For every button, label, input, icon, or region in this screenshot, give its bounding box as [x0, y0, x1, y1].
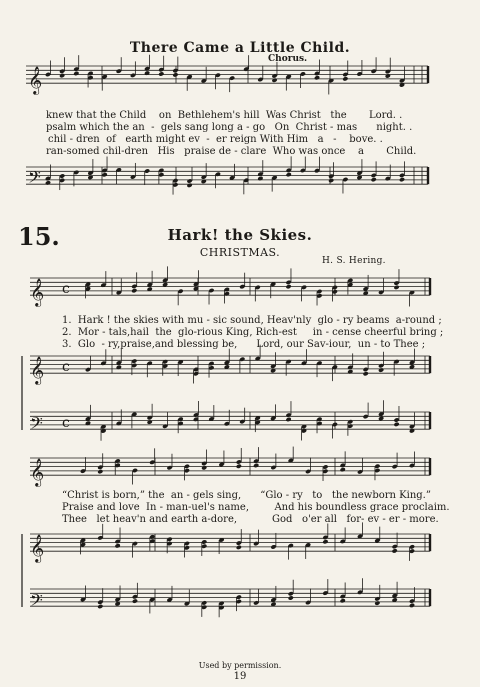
svg-text:c: c [62, 281, 70, 297]
lyric-line-4: ran-somed chil-dren His praise de - clare Who was once a Child. [46, 146, 417, 157]
lyric-line-2: psalm which the an - gels sang long a - go On Christ - mas night. . [46, 122, 413, 133]
verse-b-line-3: Thee let heav'n and earth a-dore, God o'er all for- ev - er - more. [62, 514, 439, 525]
svg-text:𝄞: 𝄞 [30, 534, 45, 562]
svg-text:𝄞: 𝄞 [30, 356, 45, 384]
verse-a-line-3: 3. Glo - ry,praise,and blessing be, Lord, our Sav-iour, un - to Thee ; [62, 339, 426, 350]
page-number: 19 [233, 671, 247, 682]
verse-a-line-2: 2. Mor - tals,hail the glo-rious King, Rich-est in - cense cheerful bring ; [62, 327, 444, 338]
svg-text:c: c [62, 415, 70, 431]
verse-b-line-2: Praise and love In - man-uel's name, And his boundless grace proclaim. [62, 502, 450, 513]
svg-text:c: c [62, 359, 70, 375]
composer-credit: H. S. Hering. [322, 256, 386, 266]
svg-text:𝄢: 𝄢 [30, 413, 43, 437]
svg-text:𝄢: 𝄢 [30, 590, 43, 614]
verse-b-line-1: “Christ is born,” the an - gels sing, “Glo - ry to the newborn King.” [62, 490, 431, 501]
hymn-number: 15. [18, 222, 60, 251]
svg-text:𝄢: 𝄢 [28, 167, 41, 191]
svg-text:𝄞: 𝄞 [30, 458, 45, 486]
verse-a-line-1: 1. Hark ! the skies with mu - sic sound, Heav'nly glo - ry beams a-round ; [62, 315, 442, 326]
chorus-label: Chorus. [268, 54, 308, 64]
piece1-title: There Came a Little Child. [129, 40, 351, 56]
lyric-line-1: knew that the Child on Bethlehem's hill Was Christ the Lord. . [46, 110, 403, 121]
svg-text:𝄞: 𝄞 [28, 66, 43, 94]
svg-text:𝄞: 𝄞 [30, 278, 45, 306]
occasion-label: CHRISTMAS. [199, 246, 281, 259]
lyric-line-3: chil - dren of earth might ev - er reign With Him a - bove. . [48, 134, 383, 145]
permission-note: Used by permission. [198, 661, 282, 670]
piece2-title: Hark! the Skies. [167, 226, 313, 244]
